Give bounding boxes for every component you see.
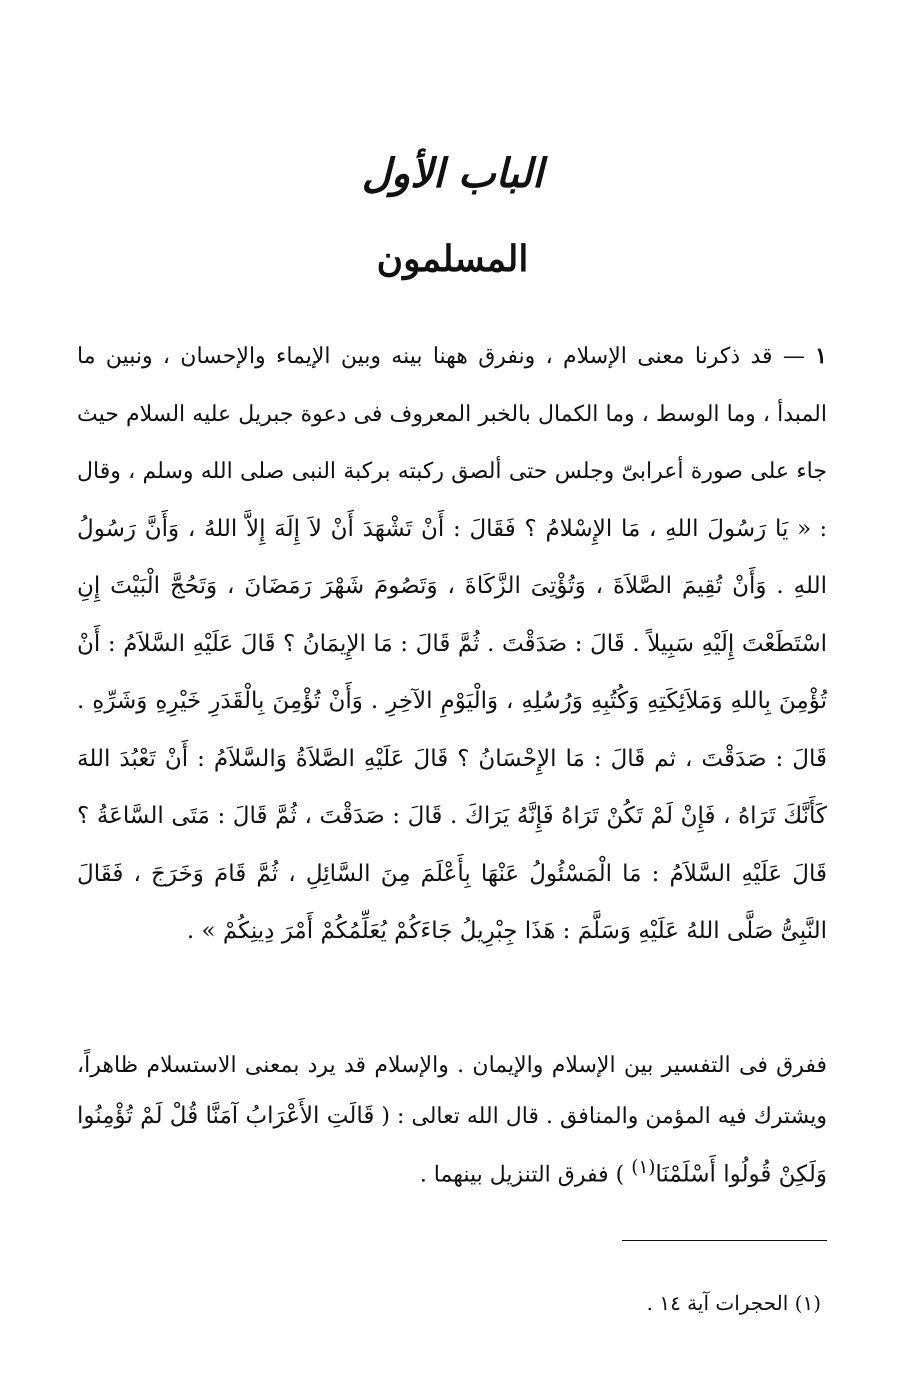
quran-verse: قَالَتِ الأَعْرَابُ آمَنَّا قُلْ لَمْ تُؤْمِنُوا وَلَكِنْ قُولُوا أَسْلَمْنَا <box>77 1103 827 1188</box>
paragraph-2 <box>77 1040 827 1200</box>
paragraph-number: ١ <box>815 343 827 369</box>
chapter-title: الباب الأول <box>361 150 544 197</box>
paragraph-2-text-after: ) ففرق التنزيل بينهما . <box>419 1162 625 1188</box>
paragraph-2-text-before: ففرق فى التفسير بين الإسلام والإيمان . والإسلام قد يرد بمعنى الاستسلام ظاهراً، ويشترك فيه المؤمن والمنافق . قال الله تعالى : ( <box>77 1053 827 1129</box>
footnote: (١) الحجرات آية ١٤ . <box>646 1291 821 1315</box>
paragraph-1-intro: قد ذكرنا معنى الإسلام ، ونفرق ههنا بينه وبين الإيماء والإحسان ، ونبين ما المبدأ ، وما الوسط ، وما الكمال بالخبر المعروف فى دعوة جبريل عليه السلام حيث جاء على صورة أعرابىّ وجلس حتى ألصق ركبته بركبة النبى صلى الله وسلم ، وقال : <box>77 344 827 542</box>
footnote-divider <box>622 1240 827 1241</box>
paragraph-1 <box>77 328 827 961</box>
footnote-reference: (١) <box>631 1157 656 1178</box>
section-title: المسلمون <box>376 238 529 280</box>
hadith-quote: « يَا رَسُولَ اللهِ ، مَا الإِسْلامُ ؟ فَقَالَ : أَنْ تَشْهَدَ أَنْ لاَ إِلَهَ إِلاَّ اللهُ ، وَأَنَّ رَسُولُ اللهِ . وَأَنْ تُقِيمَ الصَّلاَةَ ، وَتُؤْتِىَ الزَّكَاةَ ، وَتَصُومَ شَهْرَ رَمَضَانَ ، وَتَحُجَّ الْبَيْتَ إِنِ اسْتَطَعْتَ إِلَيْهِ سَبِيلاً . قَالَ : صَدَقْتَ . ثُمَّ قَالَ : مَا الإِيمَانُ ؟ قَالَ عَلَيْهِ السَّلاَمُ : أَنْ تُؤْمِنَ بِاللهِ وَمَلاَئِكَتِهِ وَكُتُبِهِ وَرُسُلِهِ ، وَالْيَوْمِ الآخِرِ . وَأَنْ تُؤْمِنَ بِالْقَدَرِ خَيْرِهِ وَشَرِّهِ . قَالَ : صَدَقْتَ ، ثم قَالَ : مَا الإِحْسَانُ ؟ قَالَ عَلَيْهِ الصَّلاَةُ وَالسَّلاَمُ : أَنْ تَعْبُدَ اللهَ كَأَنَّكَ تَرَاهُ ، فَإِنْ لَمْ تَكُنْ تَرَاهُ فَإِنَّهُ يَرَاكَ . قَالَ : صَدَقْتَ ، ثُمَّ قَالَ : مَتَى السَّاعَةُ ؟ قَالَ عَلَيْهِ السَّلاَمُ : مَا الْمَسْئُولُ عَنْهَا بِأَعْلَمَ مِنَ السَّائِلِ ، ثُمَّ قَامَ وَخَرَجَ ، فَقَالَ النَّبِىُّ صَلَّى اللهُ عَلَيْهِ وَسَلَّمَ : هَذَا جِبْرِيلُ جَاءَكُمْ يُعَلِّمُكُمْ أَمْرَ دِينِكُمْ » . <box>77 515 827 944</box>
paragraph-dash: — <box>782 344 805 369</box>
